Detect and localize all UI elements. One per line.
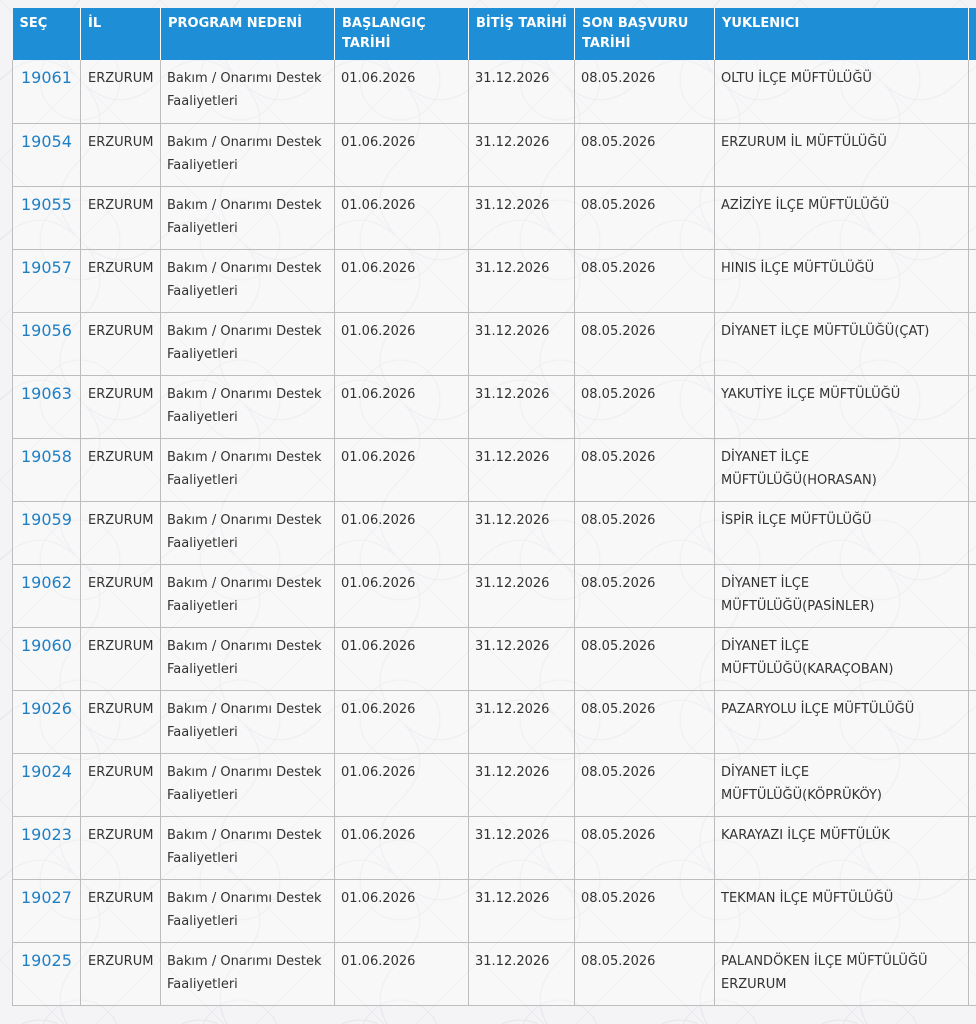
program-nedeni-cell: Bakım / Onarımı Destek Faaliyetleri bbox=[161, 690, 335, 753]
program-nedeni-cell: Bakım / Onarımı Destek Faaliyetleri bbox=[161, 438, 335, 501]
program-nedeni-cell: Bakım / Onarımı Destek Faaliyetleri bbox=[161, 816, 335, 879]
baslangic-tarihi-cell: 01.06.2026 bbox=[335, 501, 469, 564]
son-basvuru-tarihi-cell: 08.05.2026 bbox=[575, 375, 715, 438]
baslangic-tarihi-cell: 01.06.2026 bbox=[335, 690, 469, 753]
truncated-cell bbox=[969, 690, 976, 753]
select-program-link[interactable]: 19062 bbox=[21, 572, 72, 592]
truncated-cell bbox=[969, 60, 976, 123]
bitis-tarihi-cell: 31.12.2026 bbox=[469, 501, 575, 564]
yuklenici-cell: DİYANET İLÇE MÜFTÜLÜĞÜ(KÖPRÜKÖY) bbox=[715, 753, 969, 816]
son-basvuru-tarihi-cell: 08.05.2026 bbox=[575, 60, 715, 123]
bitis-tarihi-cell: 31.12.2026 bbox=[469, 438, 575, 501]
yuklenici-cell: OLTU İLÇE MÜFTÜLÜĞÜ bbox=[715, 60, 969, 123]
yuklenici-cell: HINIS İLÇE MÜFTÜLÜĞÜ bbox=[715, 249, 969, 312]
yuklenici-cell: YAKUTİYE İLÇE MÜFTÜLÜĞÜ bbox=[715, 375, 969, 438]
il-cell: ERZURUM bbox=[81, 438, 161, 501]
sec-cell bbox=[13, 375, 81, 438]
baslangic-tarihi-cell: 01.06.2026 bbox=[335, 879, 469, 942]
table-row bbox=[13, 438, 976, 501]
baslangic-tarihi-cell: 01.06.2026 bbox=[335, 60, 469, 123]
son-basvuru-tarihi-cell: 08.05.2026 bbox=[575, 690, 715, 753]
yuklenici-cell: ERZURUM İL MÜFTÜLÜĞÜ bbox=[715, 123, 969, 186]
select-program-link[interactable]: 19023 bbox=[21, 824, 72, 844]
truncated-cell bbox=[969, 123, 976, 186]
select-program-link[interactable]: 19055 bbox=[21, 194, 72, 214]
programs-table bbox=[12, 8, 976, 1006]
sec-cell bbox=[13, 123, 81, 186]
son-basvuru-tarihi-cell: 08.05.2026 bbox=[575, 186, 715, 249]
column-header-truncated bbox=[969, 8, 976, 60]
select-program-link[interactable]: 19059 bbox=[21, 509, 72, 529]
table-header-row bbox=[13, 8, 976, 60]
program-nedeni-cell: Bakım / Onarımı Destek Faaliyetleri bbox=[161, 249, 335, 312]
program-nedeni-cell: Bakım / Onarımı Destek Faaliyetleri bbox=[161, 753, 335, 816]
bitis-tarihi-cell: 31.12.2026 bbox=[469, 375, 575, 438]
column-header-son-basvuru-tarihi[interactable]: SON BAŞVURU TARİHİ bbox=[575, 8, 715, 60]
column-header-bitis-tarihi[interactable]: BİTİŞ TARİHİ bbox=[469, 8, 575, 60]
sec-cell bbox=[13, 690, 81, 753]
sec-cell bbox=[13, 564, 81, 627]
il-cell: ERZURUM bbox=[81, 501, 161, 564]
yuklenici-cell: PAZARYOLU İLÇE MÜFTÜLÜĞÜ bbox=[715, 690, 969, 753]
table-row bbox=[13, 123, 976, 186]
program-nedeni-cell: Bakım / Onarımı Destek Faaliyetleri bbox=[161, 60, 335, 123]
baslangic-tarihi-cell: 01.06.2026 bbox=[335, 816, 469, 879]
son-basvuru-tarihi-cell: 08.05.2026 bbox=[575, 564, 715, 627]
table-row bbox=[13, 186, 976, 249]
truncated-cell bbox=[969, 816, 976, 879]
yuklenici-cell: KARAYAZI İLÇE MÜFTÜLÜK bbox=[715, 816, 969, 879]
son-basvuru-tarihi-cell: 08.05.2026 bbox=[575, 312, 715, 375]
il-cell: ERZURUM bbox=[81, 816, 161, 879]
select-program-link[interactable]: 19058 bbox=[21, 446, 72, 466]
il-cell: ERZURUM bbox=[81, 186, 161, 249]
yuklenici-cell: DİYANET İLÇE MÜFTÜLÜĞÜ(HORASAN) bbox=[715, 438, 969, 501]
select-program-link[interactable]: 19063 bbox=[21, 383, 72, 403]
program-nedeni-cell: Bakım / Onarımı Destek Faaliyetleri bbox=[161, 879, 335, 942]
il-cell: ERZURUM bbox=[81, 753, 161, 816]
sec-cell bbox=[13, 249, 81, 312]
program-nedeni-cell: Bakım / Onarımı Destek Faaliyetleri bbox=[161, 501, 335, 564]
son-basvuru-tarihi-cell: 08.05.2026 bbox=[575, 249, 715, 312]
select-program-link[interactable]: 19060 bbox=[21, 635, 72, 655]
truncated-cell bbox=[969, 186, 976, 249]
sec-cell bbox=[13, 186, 81, 249]
bitis-tarihi-cell: 31.12.2026 bbox=[469, 123, 575, 186]
program-nedeni-cell: Bakım / Onarımı Destek Faaliyetleri bbox=[161, 186, 335, 249]
il-cell: ERZURUM bbox=[81, 312, 161, 375]
table-row bbox=[13, 690, 976, 753]
yuklenici-cell: DİYANET İLÇE MÜFTÜLÜĞÜ(PASİNLER) bbox=[715, 564, 969, 627]
il-cell: ERZURUM bbox=[81, 690, 161, 753]
baslangic-tarihi-cell: 01.06.2026 bbox=[335, 438, 469, 501]
bitis-tarihi-cell: 31.12.2026 bbox=[469, 564, 575, 627]
son-basvuru-tarihi-cell: 08.05.2026 bbox=[575, 627, 715, 690]
son-basvuru-tarihi-cell: 08.05.2026 bbox=[575, 942, 715, 1005]
select-program-link[interactable]: 19061 bbox=[21, 68, 72, 87]
select-program-link[interactable]: 19054 bbox=[21, 131, 72, 151]
baslangic-tarihi-cell: 01.06.2026 bbox=[335, 249, 469, 312]
select-program-link[interactable]: 19056 bbox=[21, 320, 72, 340]
table-row bbox=[13, 942, 976, 1005]
yuklenici-cell: PALANDÖKEN İLÇE MÜFTÜLÜĞÜ ERZURUM bbox=[715, 942, 969, 1005]
truncated-cell bbox=[969, 564, 976, 627]
truncated-cell bbox=[969, 753, 976, 816]
bitis-tarihi-cell: 31.12.2026 bbox=[469, 249, 575, 312]
sec-cell bbox=[13, 60, 81, 123]
truncated-cell bbox=[969, 501, 976, 564]
truncated-cell bbox=[969, 627, 976, 690]
yuklenici-cell: DİYANET İLÇE MÜFTÜLÜĞÜ(KARAÇOBAN) bbox=[715, 627, 969, 690]
select-program-link[interactable]: 19024 bbox=[21, 761, 72, 781]
sec-cell bbox=[13, 816, 81, 879]
truncated-cell bbox=[969, 312, 976, 375]
sec-cell bbox=[13, 879, 81, 942]
sec-cell bbox=[13, 753, 81, 816]
il-cell: ERZURUM bbox=[81, 627, 161, 690]
select-program-link[interactable]: 19025 bbox=[21, 950, 72, 970]
il-cell: ERZURUM bbox=[81, 60, 161, 123]
column-header-yuklenici[interactable]: YUKLENICI bbox=[715, 8, 969, 60]
column-header-baslangic-tarihi[interactable]: BAŞLANGIÇ TARİHİ bbox=[335, 8, 469, 60]
yuklenici-cell: İSPİR İLÇE MÜFTÜLÜĞÜ bbox=[715, 501, 969, 564]
son-basvuru-tarihi-cell: 08.05.2026 bbox=[575, 753, 715, 816]
program-nedeni-cell: Bakım / Onarımı Destek Faaliyetleri bbox=[161, 564, 335, 627]
baslangic-tarihi-cell: 01.06.2026 bbox=[335, 375, 469, 438]
truncated-cell bbox=[969, 249, 976, 312]
table-body bbox=[13, 60, 976, 1005]
truncated-cell bbox=[969, 375, 976, 438]
table-row bbox=[13, 249, 976, 312]
bitis-tarihi-cell: 31.12.2026 bbox=[469, 942, 575, 1005]
il-cell: ERZURUM bbox=[81, 123, 161, 186]
il-cell: ERZURUM bbox=[81, 942, 161, 1005]
table-row bbox=[13, 312, 976, 375]
bitis-tarihi-cell: 31.12.2026 bbox=[469, 816, 575, 879]
program-nedeni-cell: Bakım / Onarımı Destek Faaliyetleri bbox=[161, 942, 335, 1005]
baslangic-tarihi-cell: 01.06.2026 bbox=[335, 186, 469, 249]
programs-table-container bbox=[12, 8, 976, 1006]
table-row bbox=[13, 501, 976, 564]
select-program-link[interactable]: 19026 bbox=[21, 698, 72, 718]
bitis-tarihi-cell: 31.12.2026 bbox=[469, 60, 575, 123]
table-row bbox=[13, 60, 976, 123]
sec-cell bbox=[13, 438, 81, 501]
truncated-cell bbox=[969, 879, 976, 942]
bitis-tarihi-cell: 31.12.2026 bbox=[469, 690, 575, 753]
program-nedeni-cell: Bakım / Onarımı Destek Faaliyetleri bbox=[161, 627, 335, 690]
sec-cell bbox=[13, 627, 81, 690]
yuklenici-cell: DİYANET İLÇE MÜFTÜLÜĞÜ(ÇAT) bbox=[715, 312, 969, 375]
table-row bbox=[13, 816, 976, 879]
table-row bbox=[13, 627, 976, 690]
baslangic-tarihi-cell: 01.06.2026 bbox=[335, 564, 469, 627]
yuklenici-cell: AZİZİYE İLÇE MÜFTÜLÜĞÜ bbox=[715, 186, 969, 249]
column-header-sec[interactable]: SEÇ bbox=[13, 8, 81, 60]
table-row bbox=[13, 753, 976, 816]
baslangic-tarihi-cell: 01.06.2026 bbox=[335, 753, 469, 816]
il-cell: ERZURUM bbox=[81, 879, 161, 942]
select-program-link[interactable]: 19027 bbox=[21, 887, 72, 907]
yuklenici-cell: TEKMAN İLÇE MÜFTÜLÜĞÜ bbox=[715, 879, 969, 942]
il-cell: ERZURUM bbox=[81, 564, 161, 627]
son-basvuru-tarihi-cell: 08.05.2026 bbox=[575, 438, 715, 501]
sec-cell bbox=[13, 312, 81, 375]
table-row bbox=[13, 564, 976, 627]
bitis-tarihi-cell: 31.12.2026 bbox=[469, 753, 575, 816]
column-header-program-nedeni[interactable]: PROGRAM NEDENİ bbox=[161, 8, 335, 60]
il-cell: ERZURUM bbox=[81, 375, 161, 438]
son-basvuru-tarihi-cell: 08.05.2026 bbox=[575, 501, 715, 564]
truncated-cell bbox=[969, 438, 976, 501]
program-nedeni-cell: Bakım / Onarımı Destek Faaliyetleri bbox=[161, 375, 335, 438]
baslangic-tarihi-cell: 01.06.2026 bbox=[335, 123, 469, 186]
select-program-link[interactable]: 19057 bbox=[21, 257, 72, 277]
bitis-tarihi-cell: 31.12.2026 bbox=[469, 312, 575, 375]
table-row bbox=[13, 879, 976, 942]
program-nedeni-cell: Bakım / Onarımı Destek Faaliyetleri bbox=[161, 312, 335, 375]
table-row bbox=[13, 375, 976, 438]
il-cell: ERZURUM bbox=[81, 249, 161, 312]
son-basvuru-tarihi-cell: 08.05.2026 bbox=[575, 816, 715, 879]
baslangic-tarihi-cell: 01.06.2026 bbox=[335, 627, 469, 690]
column-header-il[interactable]: İL bbox=[81, 8, 161, 60]
son-basvuru-tarihi-cell: 08.05.2026 bbox=[575, 123, 715, 186]
bitis-tarihi-cell: 31.12.2026 bbox=[469, 186, 575, 249]
bitis-tarihi-cell: 31.12.2026 bbox=[469, 627, 575, 690]
son-basvuru-tarihi-cell: 08.05.2026 bbox=[575, 879, 715, 942]
bitis-tarihi-cell: 31.12.2026 bbox=[469, 879, 575, 942]
sec-cell bbox=[13, 942, 81, 1005]
sec-cell bbox=[13, 501, 81, 564]
baslangic-tarihi-cell: 01.06.2026 bbox=[335, 942, 469, 1005]
baslangic-tarihi-cell: 01.06.2026 bbox=[335, 312, 469, 375]
program-nedeni-cell: Bakım / Onarımı Destek Faaliyetleri bbox=[161, 123, 335, 186]
truncated-cell bbox=[969, 942, 976, 1005]
